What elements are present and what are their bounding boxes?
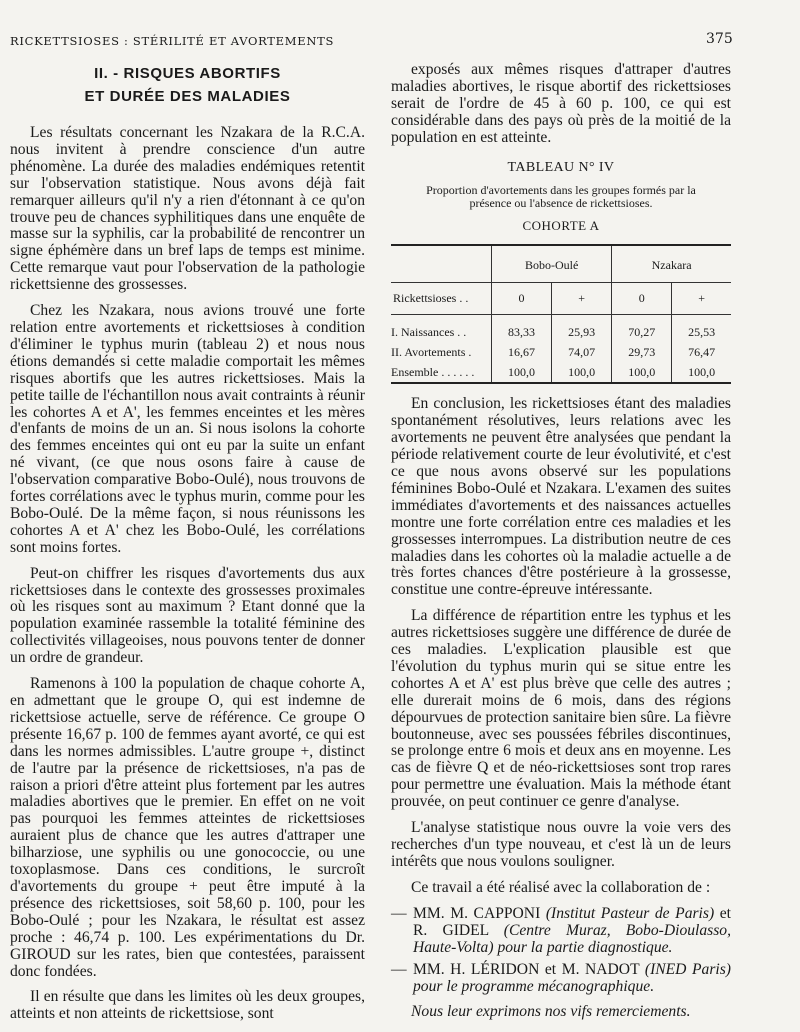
ack-joiner: et R. GIDEL: [413, 904, 731, 939]
ack-detail: (Centre Muraz, Bobo-Dioulasso, Haute-Volta) pour la partie diagnostique.: [413, 921, 731, 956]
acknowledgement-item: [391, 906, 731, 957]
section-heading: [10, 62, 365, 108]
paragraph: Ramenons à 100 la population de chaque cohorte A, en admettant que le groupe O, qui est indemne de rickettsiose actuelle, serve de référence. Ce groupe O présente 16,67 p. 100 de femmes ayant avorté, ce qui est dans les normes admissibles. L'autre groupe +, distinct de l'autre par la présence de rickettsioses, n'a pas de raison a priori d'être atteint plus fortement par les autres maladies abortives que le premier. En effet on ne voit pas pourquoi les femmes atteintes de rickettsioses auraient plus de chance que les autres d'attraper une bilharziose, une syphilis ou une gonococcie, ou une toxoplasmose. Dans ces conditions, le surcroît d'avortements du groupe + peut être imputé à la présence des rickettsioses, soit 58,60 p. 100, pour les Bobo-Oulé ; pour les Nzakara, le résultat est assez proche : 46,74 p. 100. Les expérimentations du Dr. GIROUD sur les rates, bien que contestées, paraissent donc fondées.: [10, 675, 365, 980]
table-cell: 100,0: [672, 362, 731, 383]
left-column: [10, 62, 365, 1032]
table-row-label: Rickettsioses . .: [391, 283, 492, 315]
paragraph: L'analyse statistique nous ouvre la voie vers des recherches d'un type nouveau, et c'est là un de leurs intérêts que nous voulons souligner.: [391, 819, 731, 870]
paragraph: exposés aux mêmes risques d'attraper d'autres maladies abortives, le risque abortif des rickettsioses serait de l'ordre de 45 à 60 p. 100, ce qui est considérable dans des pays où près de la moitié de la population en est atteinte.: [391, 61, 731, 146]
table-group-header: Nzakara: [612, 245, 731, 283]
paragraph: Peut-on chiffrer les risques d'avortements dus aux rickettsioses dans le contexte des grossesses proximales où les risques sont au maximum ? Etant donné que la population examinée rassemble la totalité féminine des collectivités villageoises, nous pouvons tenter de donner un ordre de grandeur.: [10, 564, 365, 667]
table-row-label: II. Avortements .: [391, 345, 472, 360]
ack-names: MM. H. LÉRIDON et M. NADOT: [413, 961, 640, 979]
table-sign-cell: +: [552, 283, 612, 315]
table-caption: Proportion d'avortements dans les groupes formés par la présence ou l'absence de rickettsioses.: [426, 183, 696, 211]
table-row: [391, 342, 731, 362]
table-sign-row: [391, 283, 731, 315]
ack-affiliation: (Institut Pasteur de Paris): [545, 904, 715, 922]
table-sign-cell: 0: [612, 283, 672, 315]
table-corner-cell: [391, 245, 492, 283]
table-group-header: Bobo-Oulé: [492, 245, 612, 283]
section-title-line-2: ET DURÉE DES MALADIES: [84, 88, 291, 105]
table-cell: 100,0: [552, 362, 612, 383]
paragraph: Chez les Nzakara, nous avions trouvé une forte relation entre avortements et rickettsioses à condition d'éliminer le typhus murin (tableau 2) et nous nous étions demandés si cette maladie comportait les mêmes risques abortifs que les autres rickettsioses. Mais la petite taille de l'échantillon nous avait contraints à réunir les cohortes A et A', les femmes enceintes et les mères d'enfants de moins de un an. Si nous isolons la cohorte des femmes enceintes qui ont eu par la suite un enfant né vivant, (ce que nous osons faire à cause de l'observation comparative Bobo-Oulé), nous trouvons de fortes corrélations avec le typhus murin, comme pour les Bobo-Oulé. De la même façon, si nous réunissons les cohortes A et A' chez les Bobo-Oulé, les corrélations sont moins fortes.: [10, 302, 365, 556]
table-cell: 83,33: [492, 315, 552, 343]
running-title: RICKETTSIOSES : STÉRILITÉ ET AVORTEMENTS: [10, 34, 335, 48]
table-sign-cell: +: [672, 283, 731, 315]
table-cell: 74,07: [552, 342, 612, 362]
table-row: [391, 362, 731, 383]
table-cell: 16,67: [492, 342, 552, 362]
paragraph: La différence de répartition entre les typhus et les autres rickettsioses suggère une différence de durée de ces maladies. L'explication plausible est que l'évolution du typhus murin qui se situe entre les cohortes A et A' est plus brève que celle des autres ; elle durerait moins de 6 mois, dans des régions dépourvues de protection sanitaire bien sûre. La fièvre boutonneuse, avec ses poussées fébriles discontinues, se prolonge entre 6 mois et deux ans en moyenne. Les cas de fièvre Q et de néo-rickettsioses sont trop rares pour permettre une évaluation. Mais la méthode étant prouvée, on peut continuer ce genre d'analyse.: [391, 607, 731, 811]
table-cell: 25,53: [672, 315, 731, 343]
paragraph: Il en résulte que dans les limites où les deux groupes, atteints et non atteints de rickettsiose, sont: [10, 988, 365, 1023]
table-cell: 100,0: [492, 362, 552, 383]
page-number: 375: [706, 31, 733, 47]
dash: —: [391, 904, 407, 922]
ack-detail: pour le programme mécanographique.: [413, 978, 655, 996]
dash: —: [391, 961, 407, 979]
ack-affiliation: (INED Paris): [644, 961, 731, 979]
table-sign-cell: 0: [492, 283, 552, 315]
table-cell: 29,73: [612, 342, 672, 362]
data-table: [391, 244, 731, 384]
section-title-line-1: II. - RISQUES ABORTIFS: [94, 65, 281, 82]
table-cell: 70,27: [612, 315, 672, 343]
table-cohort: COHORTE A: [522, 218, 600, 234]
table-row-label: I. Naissances . .: [391, 325, 467, 340]
table-row-label: Ensemble . . . . . .: [391, 365, 475, 380]
table-cell: 76,47: [672, 342, 731, 362]
paragraph: Les résultats concernant les Nzakara de la R.C.A. nous invitent à prendre conscience d'un autre phénomène. La durée des maladies endémiques retentit sur l'observation statistique. Nous avons déjà fait remarquer ailleurs qu'il n'y a rien d'étonnant à ce qu'on trouve peu de chances syphilitiques dans une enquête de masse sur la syphilis, car la probabilité de rencontrer un signe éphémère dans un bref laps de temps est minime. Cette remarque vaut pour l'observation de la pathologie rickettsienne des grossesses.: [10, 124, 365, 294]
closing-thanks: Nous leur exprimons nos vifs remerciements.: [411, 1003, 691, 1021]
table-cell: 25,93: [552, 315, 612, 343]
paragraph: En conclusion, les rickettsioses étant des maladies spontanément résolutives, leurs relations avec les avortements ne peuvent être analysées que pendant la période relativement courte de leur évolutivité, et c'est ce que nous avons observé sur les populations féminines Bobo-Oulé et Nzakara. L'examen des suites immédiates d'avortements et des naissances actuelles montre une forte corrélation entre ces maladies et les grossesses interrompues. La distribution neutre de ces maladies dans les cohortes où la maladie actuelle a de très fortes chances d'être postérieure à la grossesse, constitue une contre-épreuve intéressante.: [391, 395, 731, 599]
table-cell: 100,0: [612, 362, 672, 383]
table-group-header-row: [391, 245, 731, 283]
ack-names: MM. M. CAPPONI: [413, 904, 541, 922]
paragraph: Ce travail a été réalisé avec la collaboration de :: [411, 878, 711, 896]
table-title: TABLEAU N° IV: [507, 159, 615, 175]
table-row: [391, 315, 731, 343]
right-column: [391, 62, 731, 1030]
acknowledgement-item: [391, 962, 731, 996]
